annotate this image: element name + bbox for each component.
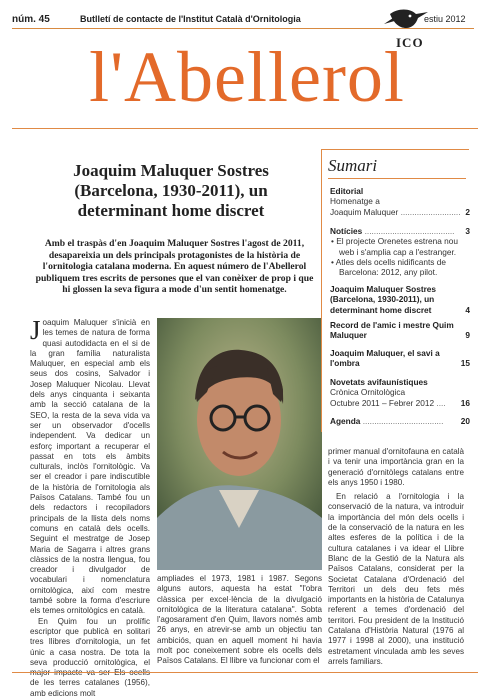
masthead-rule [12,128,478,129]
column-1-paragraph-2: En Quim fou un prolífic escriptor que publicà en solitari tres llibres d'ornitologia, un fet únic a casa nostra. De tota la seva producció ornitològica, el de les terres catalanes (1956), amb edicions molt [30,616,150,698]
season-label: estiu 2012 [424,14,466,24]
column-3-paragraph-2: En relació a l'ornitologia i la conservació de la natura, va introduir la importància del món dels ocells i de la conservació de la natura en les altes esferes de la política i de la cultura catalanes i va idear el Llibre Blanc de la Gestió de la Natura als Països Catalans, considerat per la Societat Catalana d'Ordenació del Territori un dels deu fets més importants en la història de Catalunya referent a temes d'ordenació del territori. Fou president de la Institució Catalana d'Història Natural (1976 al 1977 i 1998 al 2000), una institució estretament vinculada amb les seves arrels familiars. [328,492,464,666]
article-intro: Amb el traspàs d'en Joaquim Maluquer Sostres l'agost de 2011, desapareixia un dels principals protagonistes de la història de l'ornitologia catalana moderna. En aquest número de l'Abellerol publiquem tres escrits de persones que el van conèixer de prop i que hi glossen la seva figura a mode d'un sentit homenatge. [35,238,314,296]
toc-heading: Agenda [330,416,361,426]
article-column-2: ampliades el 1973, 1981 i 1987. Segons alguns autors, aquesta ha estat "l'obra clàssica per excel·lència de la divulgació ornitològica de la literatura catalana". Sobta l'agosarament d'en Quim, llavors només amb 26 anys, en atrevir-se amb un objectiu tan ambiciós, quan en aquell moment hi havia molt poc coneixement sobre els ocells dels Països Catalans. El llibre va funcionar com el [157,574,322,666]
toc-item-article[interactable] [330,284,470,315]
toc-bullet: • Atles dels ocells nidificants de Barcelona: 2012, any pilot. [331,256,446,278]
toc-item-record[interactable] [330,320,470,341]
portrait-photo [157,318,322,570]
toc-item-novetats[interactable]: Novetats avifaunístiques Crònica Ornitològica Octubre 2011 – Febrer 2012 .... 16 [330,377,470,408]
article-column-3 [328,447,464,666]
toc-heading: Editorial [330,186,364,196]
sumari-title: Sumari [328,156,378,175]
toc-page: 4 [465,304,470,315]
issue-number: núm. 45 [12,14,50,25]
toc-page: 20 [460,416,470,426]
toc-item-editorial[interactable]: Editorial Homenatge a Joaquim Maluquer .......................... 2 [330,186,470,217]
toc-heading: Joaquim Maluquer Sostres (Barcelona, 1930-2011), un determinant home discret [330,284,437,315]
ico-logo-text: ICO [396,35,424,50]
column-3-paragraph-1: primer manual d'ornitofauna en català i va tenir una importància gran en la generació d'ornitòlegs catalans entre els anys 1950 i 1980. [328,447,464,487]
toc-page: 15 [460,358,470,369]
sumari-rule [328,178,466,179]
toc-item-noticies[interactable]: Notícies ....................................... 3 • El projecte Orenetes estrena nou web i s'amplia cap a l'estranger. • Atles dels ocells nidificants de Barcelona: 2012, any pilot. [330,226,470,278]
toc-bullet: • El projecte Orenetes estrena nou web i s'amplia cap a l'estranger. [331,236,458,257]
toc-sub: Joaquim Maluquer [330,206,399,217]
drop-cap: J [30,315,41,345]
column-1-paragraph-1: oaquim Maluquer s'inicià en les temes de natura de forma quasi autodidacta en el si de la gran família naturalista Maluquer, en especial amb els seus dos cosins, Salvador i Josep Maluquer Nicolau. Llevat dels anys cinquanta i seixanta amb la secció catalana de la SEO, la resta de la seva vida va ser un observador d'ocells independent. Va dedicar un esforç important a recuperar el passat en tots els àmbits culturals, inclòs l'ornitològic. Va ser el creador i pare indiscutible de la història de l'ornitologia als Països Catalans. També fou un dels redactors i recopiladors principals de la llista dels noms comuns en català dels ocells. Seguint el mestratge de Josep Maria de Sagarra i altres grans clàssics de la nostra llengua, fou creador i divulgador de vocabulari i nomenclatura ornitològica, així com mestre també sobre la forma d'escriure els temes ornitològics en català. [30,318,150,616]
footer-rule [12,672,478,673]
toc-page: 9 [465,330,470,341]
toc-heading: Novetats avifaunístiques [330,377,428,387]
toc-page: 2 [465,206,470,217]
toc-item-savi[interactable] [330,348,470,369]
toc-page: 3 [465,226,470,236]
toc-heading: Joaquim Maluquer, el savi a l'ombra [330,348,440,369]
bulletin-subtitle: Butlletí de contacte de l'Institut Català d'Ornitologia [80,14,301,24]
masthead-title: l'Abellerol [89,37,405,117]
toc-sub: Crònica Ornitològica [330,387,406,398]
article-title: Joaquim Maluquer Sostres (Barcelona, 1930-2011), un determinant home discret [73,161,269,220]
toc-item-agenda[interactable]: Agenda ................................... 20 [330,416,470,426]
article-column-1 [30,315,150,698]
toc-page: 16 [460,397,470,408]
toc-heading: Record de l'amic i mestre Quim Maluquer [330,320,454,341]
toc-heading: Notícies [330,226,363,236]
toc-sub: Homenatge a [330,196,380,207]
toc-sub: Octubre 2011 – Febrer 2012 [330,397,435,408]
